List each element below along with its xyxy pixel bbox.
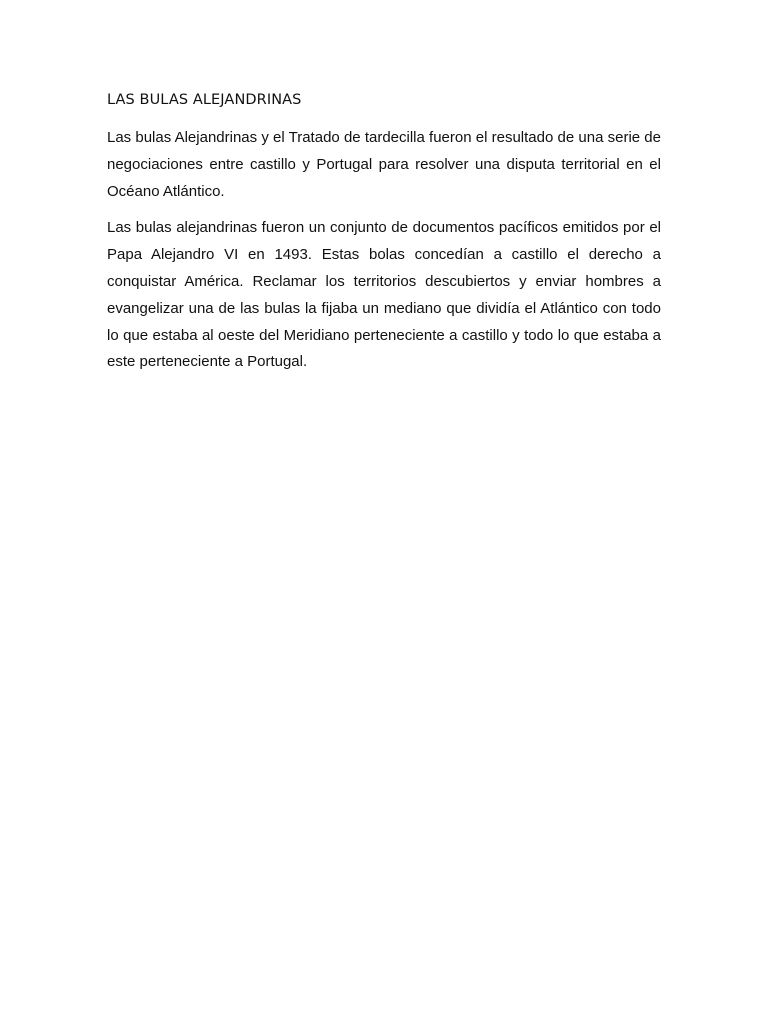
document-body bbox=[107, 89, 661, 386]
paragraph-intro: Las bulas Alejandrinas y el Tratado de tardecilla fueron el resultado de una serie de negociaciones entre castillo y Portugal para resolver una disputa territorial en el Océano Atlántico. bbox=[107, 129, 661, 200]
paragraph-bulas-description: Las bulas alejandrinas fueron un conjunto de documentos pacíficos emitidos por el Papa Alejandro VI en 1493. Estas bolas concedían a castillo el derecho a conquistar América. Reclamar los territorios descubiertos y enviar hombres a evangelizar una de las bulas la fijaba un mediano que dividía el Atlántico con todo lo que estaba al oeste del Meridiano perteneciente a castillo y todo lo que estaba a este perteneciente a Portugal. bbox=[107, 219, 661, 371]
document-title: LAS BULAS ALEJANDRINAS bbox=[107, 92, 302, 108]
